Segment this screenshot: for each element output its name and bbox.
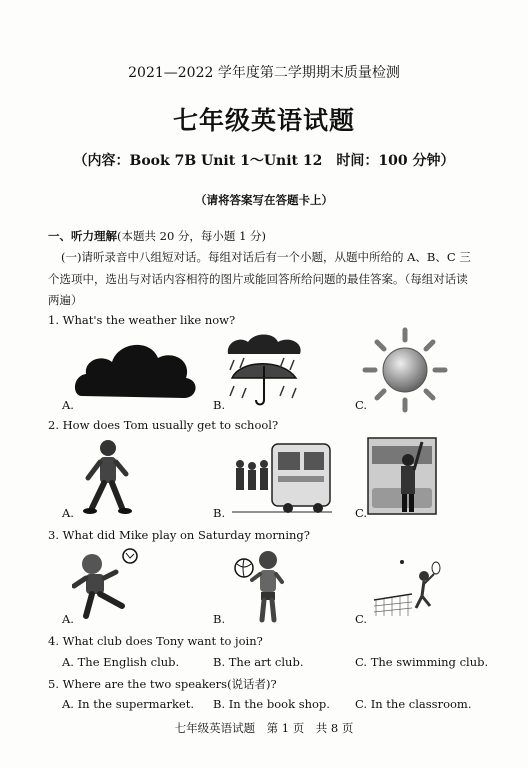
exam-title: 2021—2022 学年度第二学期期末质量检测 [128, 65, 400, 81]
walking-boy-picture [78, 438, 138, 518]
directions-line-2: 个选项中，选出与对话内容相符的图片或能回答所给问题的最佳答案。（每组对话读 [48, 272, 468, 286]
volleyball-picture [232, 548, 292, 628]
section-note: (本题共 20 分，每小题 1 分) [117, 229, 267, 243]
question-4: 4. What club does Tony want to join? [48, 634, 263, 648]
question-5: 5. Where are the two speakers(说话者)? [48, 677, 277, 691]
question-1: 1. What's the weather like now? [48, 313, 236, 327]
q5-option-a: A. In the supermarket. [62, 697, 194, 711]
rain-umbrella-picture [222, 330, 307, 410]
section-heading [48, 228, 266, 244]
q2-option-a: A. [62, 506, 74, 520]
q1-option-c: C. [355, 398, 368, 412]
answer-instruction: （请将答案写在答题卡上） [195, 193, 333, 207]
soccer-picture [72, 546, 142, 626]
subject-title: 七年级英语试题 [172, 106, 355, 135]
scope-line: （内容：Book 7B Unit 1～Unit 12 时间：100 分钟） [73, 153, 455, 169]
q3-option-a: A. [62, 612, 74, 626]
q4-option-b: B. The art club. [213, 655, 304, 669]
cloud-picture [72, 330, 202, 410]
directions-line-1: (一)请听录音中八组短对话。每组对话后有一个小题，从题中所给的 A、B、C 三 [61, 250, 471, 264]
bus-stop-picture [232, 436, 332, 516]
page-footer: 七年级英语试题 第 1 页 共 8 页 [174, 721, 354, 735]
q5-option-b: B. In the book shop. [213, 697, 330, 711]
q1-option-a: A. [62, 398, 74, 412]
q4-option-a: A. The English club. [62, 655, 180, 669]
q3-option-b: B. [213, 612, 226, 626]
question-3: 3. What did Mike play on Saturday morning? [48, 528, 310, 542]
sun-picture [360, 326, 450, 414]
q3-option-c: C. [355, 612, 368, 626]
q2-option-c: C. [355, 506, 368, 520]
badminton-picture [372, 550, 442, 620]
section-title: 一、听力理解 [48, 229, 117, 243]
q5-option-c: C. In the classroom. [355, 697, 472, 711]
q1-option-b: B. [213, 398, 226, 412]
subway-picture [366, 436, 438, 516]
directions-line-3: 两遍） [48, 293, 83, 307]
q2-option-b: B. [213, 506, 226, 520]
question-2: 2. How does Tom usually get to school? [48, 418, 279, 432]
q4-option-c: C. The swimming club. [355, 655, 489, 669]
